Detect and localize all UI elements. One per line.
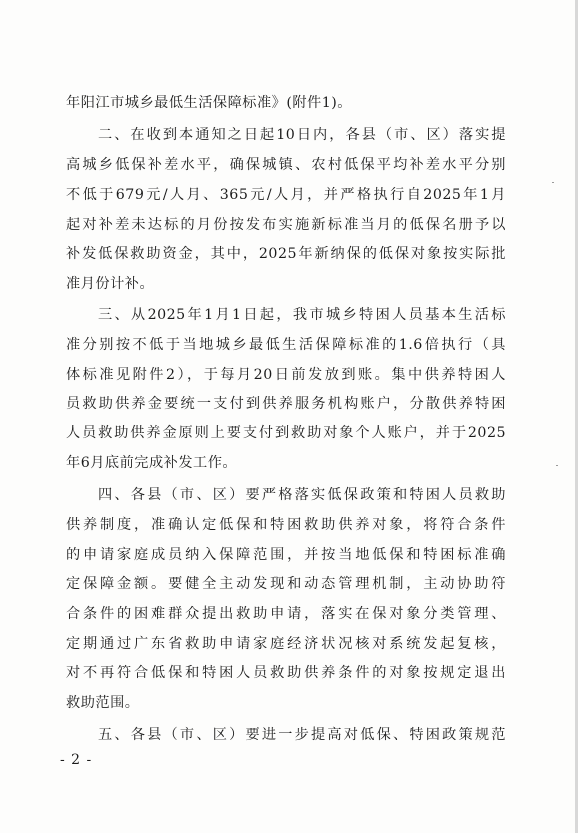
text-line-6: 补发低保救助资金，其中，2025年新纳保的低保对象按实际批 bbox=[66, 246, 506, 262]
text-line-16: 的申请家庭成员纳入保障范围，并按当地低保和特困标准确 bbox=[66, 547, 506, 563]
text-line-20: 对不再符合低保和特困人员救助供养条件的对象按规定退出 bbox=[66, 665, 506, 681]
page-number: - 2 - bbox=[60, 752, 93, 768]
text-line-2: 二、在收到本通知之日起10日内，各县（市、区）落实提 bbox=[98, 127, 506, 143]
text-line-15: 供养制度，准确认定低保和特困救助供养对象，将符合条件 bbox=[66, 517, 506, 533]
text-line-12: 人员救助供养金原则上要支付到救助对象个人账户，并于2025 bbox=[66, 425, 506, 441]
text-line-1: 年阳江市城乡最低生活保障标准》(附件1)。 bbox=[66, 95, 352, 111]
text-line-17: 定保障金额。要健全主动发现和动态管理机制，主动协助符 bbox=[66, 576, 506, 592]
scan-speck bbox=[556, 465, 558, 466]
text-line-18: 合条件的困难群众提出救助申请，落实在保对象分类管理、 bbox=[66, 606, 506, 622]
text-line-9: 准分别按不低于当地城乡最低生活保障标准的1.6倍执行（具 bbox=[66, 337, 506, 353]
text-line-21: 救助范围。 bbox=[66, 695, 140, 711]
text-line-14: 四、各县（市、区）要严格落实低保政策和特困人员救助 bbox=[98, 487, 506, 503]
text-line-10: 体标准见附件2），于每月20日前发放到账。集中供养特困人 bbox=[66, 367, 506, 383]
text-line-13: 年6月底前完成补发工作。 bbox=[66, 455, 238, 471]
text-line-19: 定期通过广东省救助申请家庭经济状况核对系统发起复核， bbox=[66, 636, 506, 652]
text-line-22: 五、各县（市、区）要进一步提高对低保、特困政策规范 bbox=[98, 727, 506, 743]
text-line-7: 准月份计补。 bbox=[66, 276, 155, 292]
text-line-4: 不低于679元/人月、365元/人月，并严格执行自2025年1月 bbox=[66, 187, 506, 203]
text-line-8: 三、从2025年1月1日起，我市城乡特困人员基本生活标 bbox=[98, 307, 506, 323]
text-line-11: 员救助供养金要统一支付到供养服务机构账户，分散供养特困 bbox=[66, 396, 506, 412]
text-line-5: 起对补差未达标的月份按发布实施新标准当月的低保名册予以 bbox=[66, 217, 506, 233]
text-line-3: 高城乡低保补差水平，确保城镇、农村低保平均补差水平分别 bbox=[66, 157, 506, 173]
scan-speck bbox=[552, 182, 554, 183]
